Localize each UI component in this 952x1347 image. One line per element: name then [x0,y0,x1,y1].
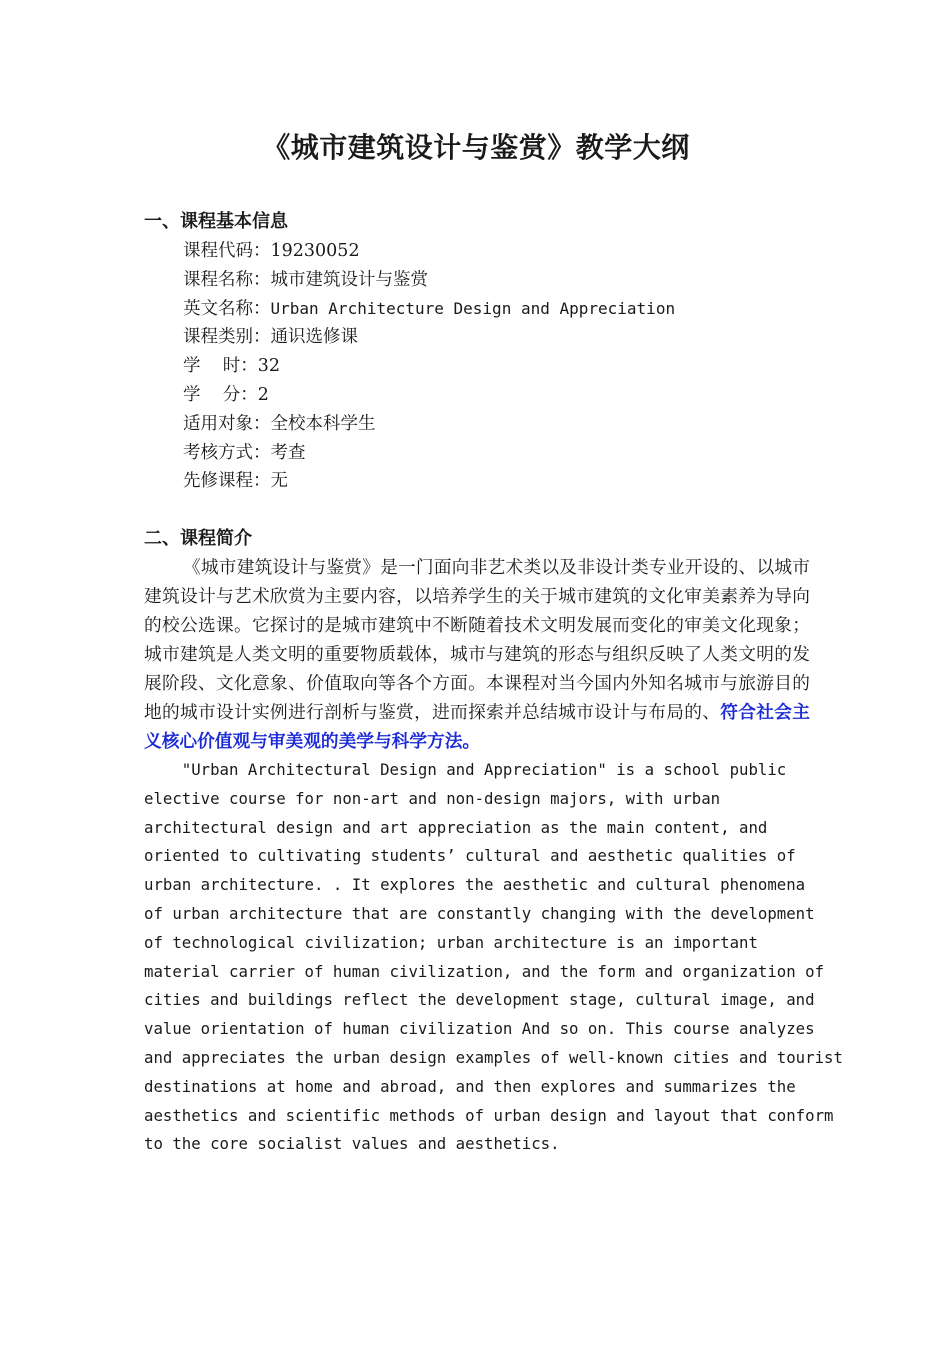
section-heading-basic-info: 一、课程基本信息 [144,211,288,232]
info-row-audience [183,410,823,439]
info-value: Urban Architecture Design and Appreciation [270,298,676,318]
english-line: to the core socialist values and aesthetics. [144,1134,560,1154]
info-label: 英文名称： [183,298,271,319]
english-line: "Urban Architectural Design and Appreciation" is a school public [144,760,787,779]
english-line: of technological civilization; urban architecture is an important [144,932,758,952]
info-value: 全校本科学生 [270,413,376,434]
document-title: 《城市建筑设计与鉴赏》教学大纲 [262,131,690,164]
info-row-category [183,323,823,352]
english-line: value orientation of human civilization And so on. This course analyzes [144,1019,815,1039]
info-row-prerequisite [183,467,823,496]
english-line: destinations at home and abroad, and then explores and summarizes the [144,1076,796,1096]
english-line: urban architecture. . It explores the aesthetic and cultural phenomena [144,875,806,895]
info-value: 2 [257,384,269,405]
info-value: 通识选修课 [270,327,358,348]
highlighted-text: 符合社会主义核心价值观与审美观的美学与科学方法。 [144,703,810,752]
info-row-assessment [183,439,823,468]
info-label: 考核方式： [183,442,271,463]
info-row-name [183,266,823,295]
info-row-code [183,237,823,266]
english-line: and appreciates the urban design examples of well-known cities and tourist [144,1047,843,1067]
english-line: material carrier of human civilization, and the form and organization of [144,961,825,981]
english-line: aesthetics and scientific methods of urban design and layout that conform [144,1105,834,1125]
english-line: oriented to cultivating students’ cultural and aesthetic qualities of [144,846,796,866]
english-line: of urban architecture that are constantly changing with the development [144,903,815,923]
info-label: 学 时： [183,356,258,377]
info-row-credits [183,381,823,410]
section-heading-introduction: 二、课程简介 [144,528,252,549]
course-info-list [183,237,823,496]
info-row-hours [183,352,823,381]
info-value: 32 [257,356,281,377]
info-label: 课程代码： [183,241,271,261]
introduction-paragraph-chinese [144,554,810,757]
info-row-english-name [183,295,823,324]
info-value: 无 [270,471,288,492]
english-line: cities and buildings reflect the development stage, cultural image, and [144,990,815,1010]
english-line: elective course for non-art and non-design majors, with urban [144,788,721,808]
info-label: 学 分： [183,384,258,405]
info-label: 课程类别： [183,327,271,348]
info-value: 城市建筑设计与鉴赏 [270,269,428,290]
english-line: architectural design and art appreciation as the main content, and [144,817,768,837]
info-value: 19230052 [270,241,360,261]
info-value: 考查 [270,442,306,463]
introduction-paragraph-english [144,756,843,1159]
info-label: 适用对象： [183,413,271,434]
introduction-text: 《城市建筑设计与鉴赏》是一门面向非艺术类以及非设计类专业开设的、以城市建筑设计与艺术欣赏为主要内容，以培养学生的关于城市建筑的文化审美素养为导向的校公选课。它探讨的是城市建筑中不断随着技术文明发展而变化的审美文化现象；城市建筑是人类文明的重要物质载体，城市与建筑的形态与组织反映了人类文明的发展阶段、文化意象、价值取向等各个方面。本课程对当今国内外知名城市与旅游目的地的城市设计实例进行剖析与鉴赏，进而探索并总结城市设计与布局的、 [144,558,810,723]
info-label: 先修课程： [183,471,271,492]
info-label: 课程名称： [183,269,271,290]
